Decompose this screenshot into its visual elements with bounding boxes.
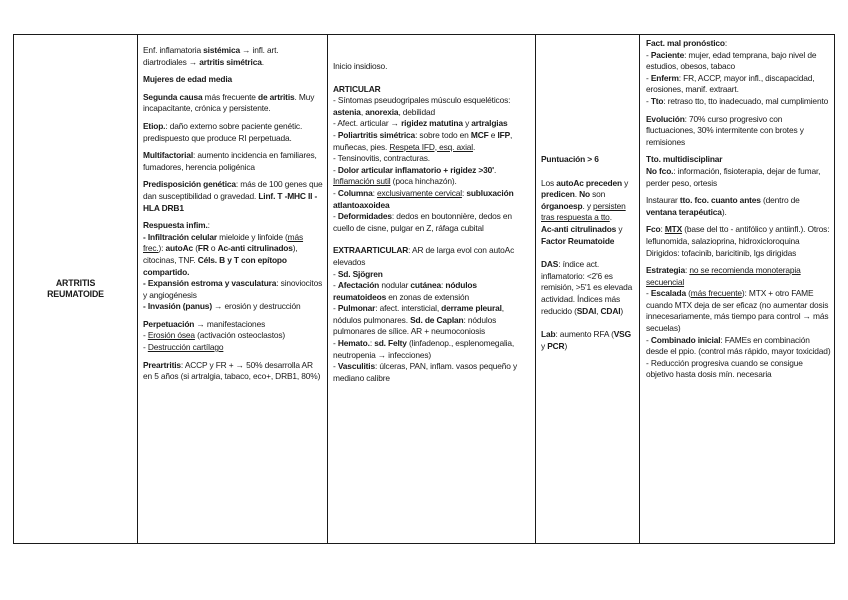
text-run: : ACCP y FR + → 50% desarrolla AR en 5 años (si artralgia, tabaco, eco+, DRB1, 80%) [143, 359, 321, 382]
tratamiento-column [640, 35, 835, 543]
text-run: ). [721, 206, 727, 217]
text-run: : aumento incidencia en familiares, fumadores, herencia poligénica [143, 150, 317, 172]
text-run: autoAc preceden [556, 177, 622, 188]
intro-p1 [143, 45, 323, 68]
text-run: ): [158, 243, 166, 254]
text-run: PCR [547, 340, 565, 351]
text-run: - [143, 342, 148, 353]
intro-p7 [143, 220, 323, 313]
text-run: en zonas de extensión [386, 291, 469, 302]
text-run: - [646, 49, 651, 60]
text-run: : información, fisioterapia, dejar de fumar, perder peso, ortesis [646, 165, 821, 188]
diag-p3 [541, 259, 636, 317]
text-run: más frec. [143, 231, 304, 254]
text-run: órganoesp [541, 200, 583, 211]
text-run: Dolor articular inflamatorio + rigidez >30' [337, 164, 494, 175]
text-run: No fco. [646, 165, 674, 176]
intro-p6 [143, 179, 323, 214]
text-run: : [372, 187, 377, 198]
text-run: (linfadenop., esplenomegalia, neutropenia → infecciones) [333, 338, 515, 360]
clinica-column [328, 35, 535, 543]
tto-p5 [646, 224, 832, 259]
intro-p2 [143, 74, 323, 86]
text-run: sistémica [203, 45, 240, 55]
text-run: : [660, 224, 665, 235]
text-run: SDAI [576, 305, 597, 316]
text-run: Predisposición genética [143, 179, 236, 190]
text-run: : [685, 265, 690, 276]
tto-p4 [646, 195, 832, 218]
text-run: autoAc [165, 243, 194, 254]
text-run: cutánea [410, 280, 442, 291]
text-run: EXTRAARTICULAR [333, 245, 409, 256]
text-run: , nódulos pulmonares. [333, 303, 504, 325]
text-run: más frecuente [690, 288, 742, 299]
text-run: Escalada [650, 288, 686, 299]
diag-p4 [541, 329, 636, 352]
text-run: : [441, 280, 446, 291]
text-run: , muñecas, pies. [333, 129, 513, 152]
text-run: : mujer, edad temprana, bajo nivel de estudios, obesos, tabaco [646, 49, 817, 72]
text-run: Vasculitis [337, 361, 375, 372]
text-run: - [333, 361, 338, 372]
text-run: ), citocinas, TNF. [143, 243, 298, 265]
intro-p9 [143, 360, 323, 383]
text-run: - [333, 268, 338, 279]
text-run: . [493, 164, 497, 175]
text-run: rigidez matutina [401, 118, 463, 129]
text-run: o [208, 243, 218, 254]
clinica-p3 [333, 245, 531, 384]
text-run: Respeta IFD, esq. axial [389, 141, 474, 152]
tto-p1 [646, 38, 832, 108]
text-run: : sobre todo en [415, 129, 471, 140]
text-run: : [207, 220, 210, 231]
text-run: (base del tto - antifólico y antiinfl.). Otros: leflunomida, salazioprina, hidroxicloroquina [646, 224, 830, 246]
text-run: Sd. de Caplan [410, 314, 464, 325]
text-run: artralgias [471, 118, 508, 129]
text-run: Factor Reumatoide [541, 235, 615, 246]
text-run: . [261, 56, 264, 67]
text-run: Destrucción cartílago [147, 342, 224, 353]
text-run: : [369, 338, 375, 349]
text-run: - [333, 187, 338, 198]
text-run: , [596, 305, 601, 316]
text-run: Inicio insidioso. [333, 61, 388, 71]
intro-p8 [143, 319, 323, 354]
text-run: - Síntomas pseudogripales músculo esqueléticos: [333, 95, 511, 106]
text-run: - [333, 164, 338, 175]
text-run: No [579, 189, 590, 200]
text-run: (dentro de [760, 195, 800, 206]
text-run: y [541, 340, 548, 351]
text-run: Ac-anti citrulinados [217, 243, 293, 254]
text-run: , [360, 106, 366, 117]
intro-column [138, 35, 327, 543]
text-run: - [333, 211, 338, 222]
text-run: : nódulos pulmonares de sílice. AR + neumoconiosis [333, 314, 497, 337]
text-run: Enf. inflamatoria [143, 45, 204, 55]
text-run: nodular [379, 280, 411, 291]
text-run: Tto [650, 95, 664, 106]
text-run: Etiop. [143, 120, 166, 131]
text-run: . Muy incapacitante, crónica y persistente. [143, 91, 315, 114]
text-run: : índice act. inflamatorio: <2'6 es remisión, >5'1 es elevada actividad. Índices más reducido ( [541, 259, 633, 316]
notes-table [13, 34, 835, 544]
tto-p2 [646, 114, 832, 149]
text-run: (poca hinchazón). [390, 176, 457, 187]
text-run: y [616, 223, 623, 234]
text-run: : FAMEs en combinación desde el ppio. (control más rápido, mayor toxicidad) [646, 334, 831, 357]
diag-p2 [541, 178, 636, 248]
text-run: : 70% curso progresivo con fluctuaciones, 30% intermitente con brotes y remisiones [646, 113, 804, 147]
text-run: - [646, 95, 651, 106]
text-run: → erosión y destrucción [211, 301, 301, 312]
text-run: Mujeres de edad media [143, 74, 233, 85]
text-run: → manifestaciones [194, 318, 266, 329]
text-run: subluxación atlantoaxoidea [333, 187, 514, 210]
text-run: Dirigidos: tofacinib, baricitinib, lgs dirigidas [646, 247, 797, 258]
text-run: Estrategia [646, 265, 685, 276]
text-run: : más de 100 genes que dan susceptibilidad o gravedad. [143, 179, 323, 201]
text-run: : retraso tto, tto inadecuado, mal cumplimiento [663, 95, 829, 106]
text-run: artritis simétrica [199, 56, 262, 67]
text-run: Ac-anti citrulinados [541, 223, 617, 234]
text-run: no se recomienda monoterapia secuencial [646, 265, 801, 287]
text-run: : [461, 187, 467, 198]
text-run: Sd. Sjögren [337, 268, 383, 279]
text-run: Céls. B y T con epítopo compartido. [143, 254, 287, 277]
text-run: exclusivamente cervical [376, 187, 462, 198]
text-run: - [333, 280, 338, 291]
text-run: Linf. T -MHC II - HLA DRB1 [143, 190, 318, 213]
text-run: Evolución [646, 113, 685, 124]
text-run: ) [564, 340, 568, 351]
text-run: : [724, 38, 728, 48]
text-run: Inflamación sutil [333, 176, 391, 187]
text-run: astenia [333, 106, 361, 117]
text-run: Perpetuación [143, 318, 195, 329]
text-run: sd. Felty [374, 338, 407, 349]
text-run: : AR de larga evol con autoAc elevados [333, 245, 515, 267]
text-run: (activación osteoclastos) [194, 330, 286, 341]
text-run: - [646, 72, 651, 83]
text-run: y [621, 177, 629, 188]
text-run: VSG [613, 329, 631, 340]
text-run: más frecuente [202, 91, 258, 102]
diagnostico-column [536, 35, 639, 543]
text-run: Erosión ósea [147, 330, 195, 341]
text-run: - [646, 334, 651, 345]
text-run: CDAI [600, 305, 621, 316]
text-run: persisten tras respuesta a tto [541, 200, 626, 223]
text-run: - Tensinovitis, contracturas. [333, 153, 430, 164]
text-run: . y [582, 200, 594, 211]
text-run: ) [620, 305, 624, 316]
text-run: FR [197, 243, 209, 254]
text-run: - Expansión estroma y vasculatura [143, 278, 277, 289]
text-run: . [609, 212, 612, 223]
text-run: Tto. multidisciplinar [646, 154, 723, 165]
text-run: anorexia [365, 106, 399, 117]
text-run: derrame pleural [441, 303, 502, 314]
text-run: tto. fco. cuanto antes [679, 195, 761, 206]
text-run: Segunda causa [143, 91, 203, 102]
text-run: : aumento RFA ( [555, 329, 614, 340]
text-run: : daño externo sobre paciente genétic. predispuesto que produce RI perpetuada. [143, 120, 303, 143]
clinica-p2 [333, 84, 531, 235]
text-run: . [473, 141, 476, 152]
text-run: son [589, 189, 606, 200]
text-run: Instaurar [646, 195, 680, 206]
text-run: Pulmonar [337, 303, 376, 314]
intro-p3 [143, 92, 323, 115]
text-run: y [462, 118, 472, 129]
text-run: : FR, ACCP, mayor infl., discapacidad, erosiones, manif. extraart. [646, 72, 815, 95]
text-run: Afectación [337, 280, 380, 291]
text-run: Multifactorial [143, 150, 194, 161]
text-run: MTX [664, 224, 683, 235]
text-run: DAS [541, 259, 559, 270]
text-run: : úlceras, PAN, inflam. vasos pequeño y mediano calibre [333, 361, 517, 383]
tto-p3 [646, 154, 832, 189]
text-run: Columna [337, 187, 373, 198]
row-title-cell [14, 35, 137, 543]
text-run: e [488, 129, 498, 140]
text-run: - [646, 288, 651, 299]
text-run: Los [541, 177, 557, 188]
text-run: - Invasión (panus) [143, 301, 212, 312]
text-run: : afect. intersticial, [375, 303, 442, 314]
text-run: - Infiltración celular [143, 231, 217, 242]
text-run: Hemato. [337, 338, 370, 349]
text-run: ( [685, 288, 691, 299]
text-run: - Reducción progresiva cuando se consigue objetivo hasta dosis mín. necesaria [646, 357, 803, 380]
text-run: Combinado inicial [650, 334, 721, 345]
text-run: Paciente [650, 49, 685, 60]
text-run: Preartritis [143, 359, 181, 370]
intro-p4 [143, 121, 323, 144]
text-run: nódulos reumatoideos [333, 280, 477, 302]
text-run: - [333, 129, 338, 140]
text-run: , debilidad [398, 106, 435, 117]
text-run: Puntuación > 6 [541, 154, 599, 164]
text-run: - [333, 303, 338, 314]
text-run: Fact. mal pronóstico [646, 38, 725, 48]
text-run: Enferm [650, 72, 679, 83]
text-run: → infl. art. diartrodiales → [143, 45, 279, 67]
text-run: ventana terapéutica [646, 206, 722, 217]
text-run: Lab [541, 329, 556, 340]
text-run: ): MTX + otro FAME cuando MTX deja de ser eficaz (no aumentar dosis innecesariamente, más tiempo para control → más secuelas) [646, 288, 829, 334]
text-run: de artritis [257, 91, 295, 102]
text-run: IFP [497, 129, 511, 140]
text-run: mieloide y linfoide ( [216, 231, 288, 242]
text-run: Respuesta infim. [143, 220, 208, 231]
intro-p5 [143, 150, 323, 173]
text-run: Fco [646, 224, 661, 235]
row-title: ARTRITIS REUMATOIDE [47, 277, 104, 299]
text-run: . [574, 189, 580, 200]
diag-p1 [541, 154, 636, 166]
text-run: - [143, 330, 148, 341]
tto-p6 [646, 265, 832, 381]
text-run: Deformidades [337, 211, 392, 222]
text-run: ARTICULAR [333, 83, 381, 94]
text-run: ( [193, 243, 198, 254]
text-run: predicen [541, 189, 575, 200]
clinica-p1 [333, 61, 531, 73]
text-run: MCF [470, 129, 489, 140]
text-run: : dedos en boutonnière, dedos en cuello de cisne, pulgar en Z, ráfaga cubital [333, 211, 512, 233]
text-run: - Afect. articular → [333, 118, 402, 129]
text-run: Poliartritis simétrica [337, 129, 416, 140]
text-run: : sinoviocitos y angiogénesis [143, 278, 323, 300]
text-run: - [333, 338, 338, 349]
